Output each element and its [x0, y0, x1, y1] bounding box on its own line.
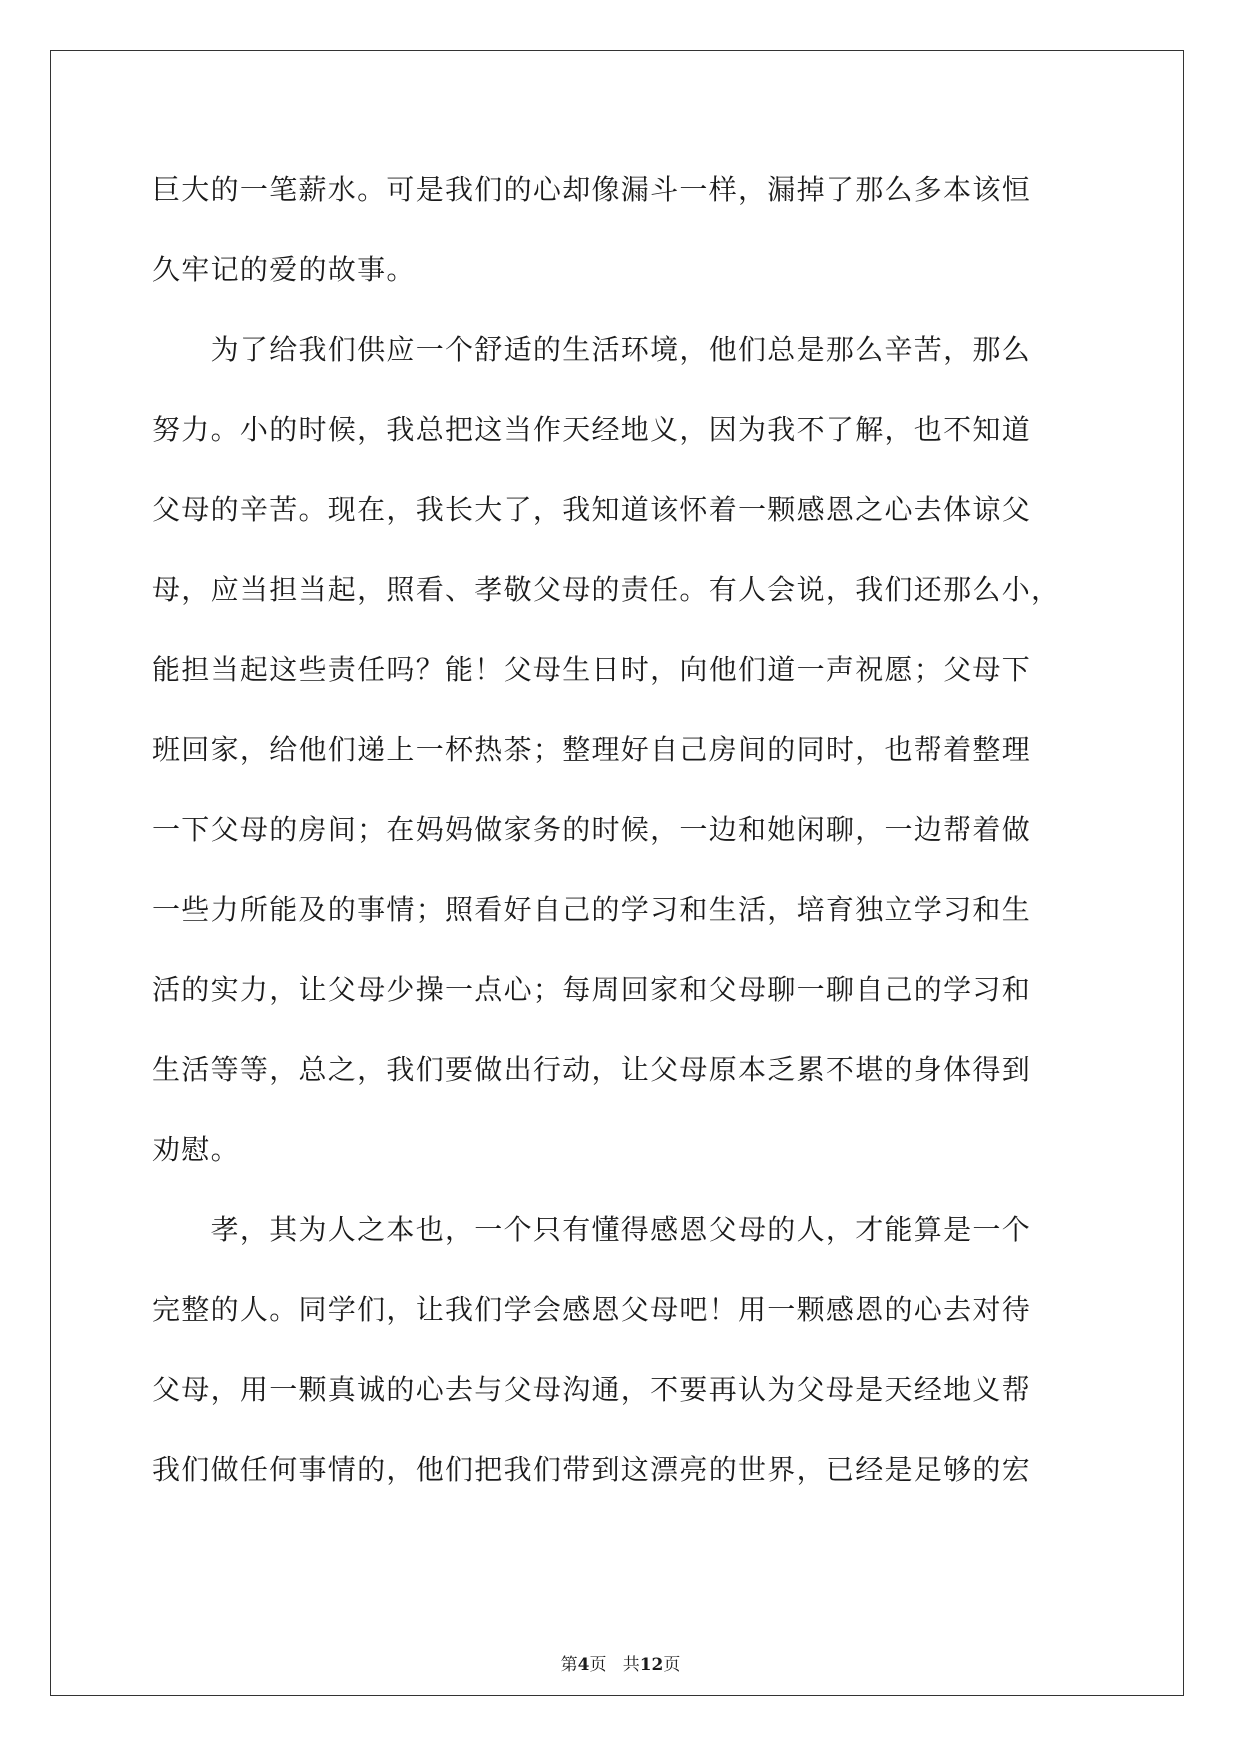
text-line: 孝，其为人之本也，一个只有懂得感恩父母的人，才能算是一个: [152, 1213, 1032, 1246]
text-line: 班回家，给他们递上一杯热茶；整理好自己房间的同时，也帮着整理: [152, 733, 1032, 766]
text-line: 生活等等，总之，我们要做出行动，让父母原本乏累不堪的身体得到: [152, 1053, 1032, 1086]
text-line: 巨大的一笔薪水。可是我们的心却像漏斗一样，漏掉了那么多本该恒: [152, 173, 1032, 206]
total-pages: 12: [639, 1655, 664, 1675]
page-number: 4: [577, 1655, 590, 1675]
text-line: 劝慰。: [152, 1133, 240, 1166]
page-footer: [0, 1654, 1241, 1676]
text-line: 努力。小的时候，我总把这当作天经地义，因为我不了解，也不知道: [152, 413, 1032, 446]
text-line: 母，应当担当起，照看、孝敬父母的责任。有人会说，我们还那么小，: [152, 573, 1061, 606]
text-line: 我们做任何事情的，他们把我们带到这漂亮的世界，已经是足够的宏: [152, 1453, 1032, 1486]
text-line: 完整的人。同学们，让我们学会感恩父母吧！用一颗感恩的心去对待: [152, 1293, 1032, 1326]
total-label-prefix: 共: [622, 1655, 640, 1675]
text-line: 能担当起这些责任吗？能！父母生日时，向他们道一声祝愿；父母下: [152, 653, 1032, 686]
text-line: 久牢记的爱的故事。: [152, 253, 416, 286]
text-line: 为了给我们供应一个舒适的生活环境，他们总是那么辛苦，那么: [152, 333, 1032, 366]
text-line: 活的实力，让父母少操一点心；每周回家和父母聊一聊自己的学习和: [152, 973, 1032, 1006]
total-label-suffix: 页: [663, 1655, 681, 1675]
text-line: 一些力所能及的事情；照看好自己的学习和生活，培育独立学习和生: [152, 893, 1032, 926]
page-label-suffix: 页: [589, 1655, 607, 1675]
text-line: 父母，用一颗真诚的心去与父母沟通，不要再认为父母是天经地义帮: [152, 1373, 1032, 1406]
text-line: 父母的辛苦。现在，我长大了，我知道该怀着一颗感恩之心去体谅父: [152, 493, 1032, 526]
page-label-prefix: 第: [560, 1655, 578, 1675]
text-line: 一下父母的房间；在妈妈做家务的时候，一边和她闲聊，一边帮着做: [152, 813, 1032, 846]
